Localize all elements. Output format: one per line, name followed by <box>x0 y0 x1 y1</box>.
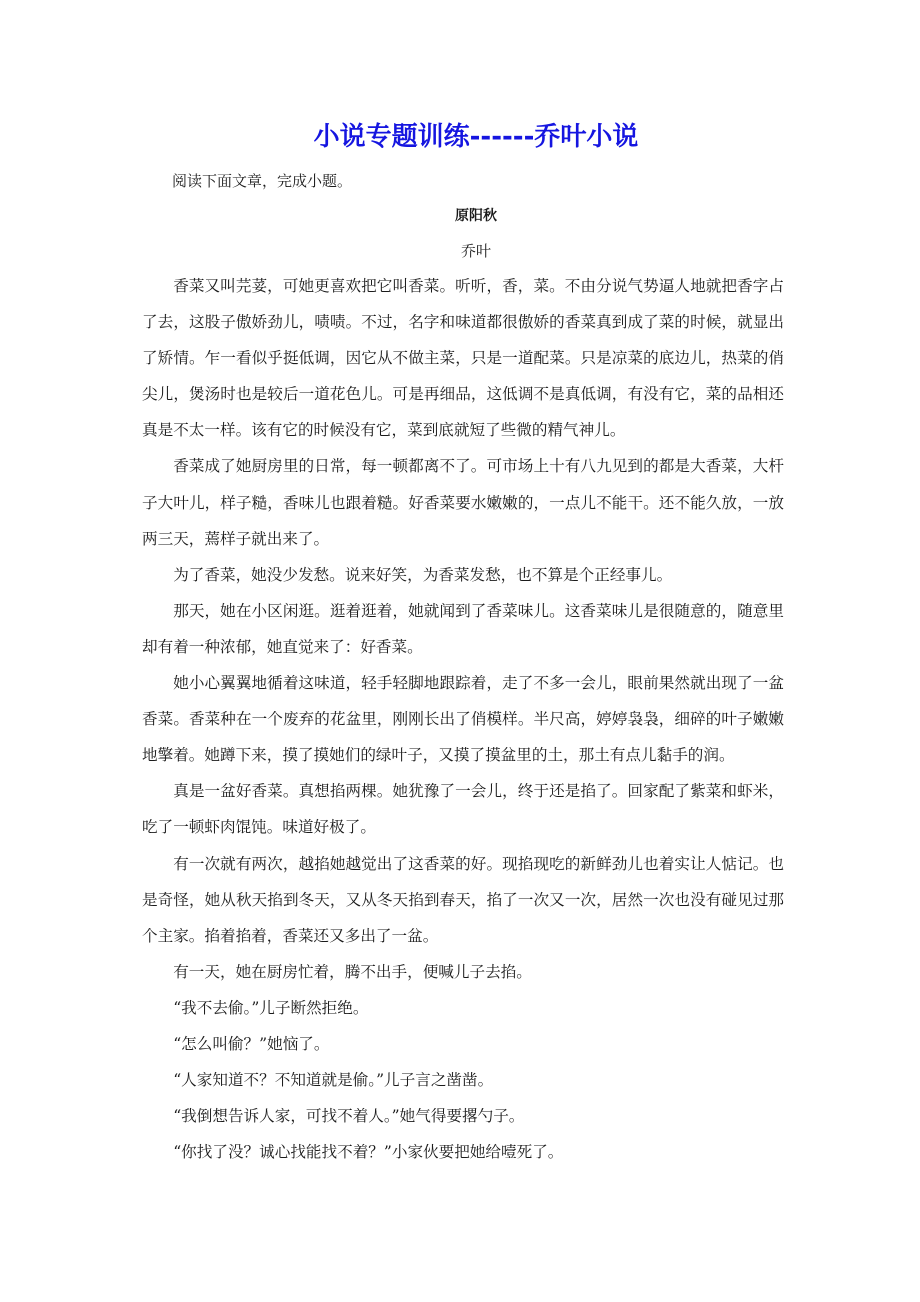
dialogue-line: “我倒想告诉人家，可找不着人。”她气得要撂勺子。 <box>173 1107 525 1126</box>
paragraph: 为了香菜，她没少发愁。说来好笑，为香菜发愁，也不算是个正经事儿。 <box>173 565 673 584</box>
instruction-text: 阅读下面文章，完成小题。 <box>172 172 353 190</box>
story-author: 乔叶 <box>460 242 491 260</box>
paragraph: 真是一盆好香菜。真想掐两棵。她犹豫了一会儿，终于还是掐了。回家配了紫菜和虾米，吃了一顿虾肉馄饨。味道好极了。 <box>142 782 784 837</box>
dialogue-line: “我不去偷。”儿子断然拒绝。 <box>173 998 369 1017</box>
paragraph: 她小心翼翼地循着这味道，轻手轻脚地跟踪着，走了不多一会儿，眼前果然就出现了一盆香菜。香菜种在一个废弃的花盆里，刚刚长出了俏模样。半尺高，婷婷袅袅，细碎的叶子嫩嫩地擎着。她蹲下来，摸了摸她们的绿叶子，又摸了摸盆里的土，那土有点儿黏手的润。 <box>142 674 784 765</box>
document-title: 小说专题训练------乔叶小说 <box>313 122 639 152</box>
paragraph: 香菜成了她厨房里的日常，每一顿都离不了。可市场上十有八九见到的都是大香菜，大杆子大叶儿，样子糙，香味儿也跟着糙。好香菜要水嫩嫩的，一点儿不能干。还不能久放，一放两三天，蔫样子就出来了。 <box>142 457 784 548</box>
paragraph: 有一天，她在厨房忙着，腾不出手，便喊儿子去掐。 <box>173 962 532 981</box>
story-body <box>142 268 784 1170</box>
dialogue-line: “你找了没？诚心找能找不着？”小家伙要把她给噎死了。 <box>173 1143 564 1162</box>
dialogue-line: “怎么叫偷？”她恼了。 <box>173 1034 330 1053</box>
paragraph: 有一次就有两次，越掐她越觉出了这香菜的好。现掐现吃的新鲜劲儿也着实让人惦记。也是奇怪，她从秋天掐到冬天，又从冬天掐到春天，掐了一次又一次，居然一次也没有碰见过那个主家。掐着掐着，香菜还又多出了一盆。 <box>142 854 784 945</box>
paragraph: 那天，她在小区闲逛。逛着逛着，她就闻到了香菜味儿。这香菜味儿是很随意的，随意里却有着一种浓郁，她直觉来了：好香菜。 <box>142 601 784 656</box>
dialogue-line: “人家知道不？不知道就是偷。”儿子言之凿凿。 <box>173 1071 494 1090</box>
paragraph: 香菜又叫芫荽，可她更喜欢把它叫香菜。听听，香，菜。不由分说气势逼人地就把香字占了去，这股子傲娇劲儿，啧啧。不过，名字和味道都很傲娇的香菜真到成了菜的时候，就显出了矫情。乍一看似乎挺低调，因它从不做主菜，只是一道配菜。只是凉菜的底边儿，热菜的俏尖儿，煲汤时也是较后一道花色儿。可是再细品，这低调不是真低调，有没有它，菜的品相还真是不太一样。该有它的时候没有它，菜到底就短了些微的精气神儿。 <box>142 277 784 440</box>
story-title: 原阳秋 <box>455 208 497 224</box>
